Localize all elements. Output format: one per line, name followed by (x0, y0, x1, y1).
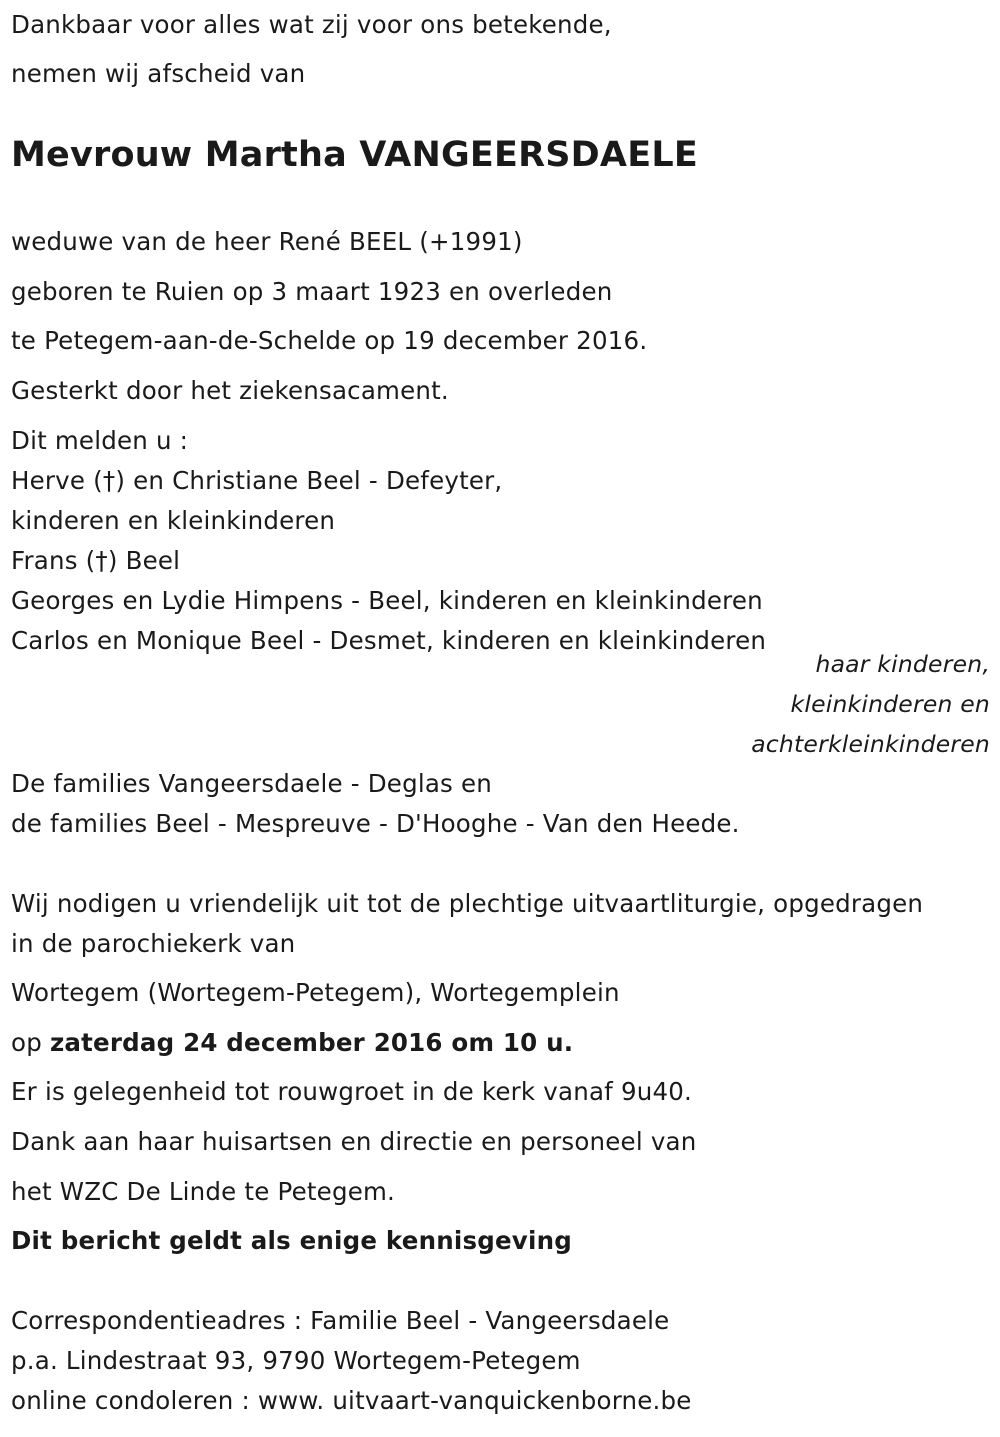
date-prefix: op (11, 1028, 50, 1057)
deceased-name: Mevrouw Martha VANGEERSDAELE (11, 135, 698, 175)
ceremony-date (11, 1028, 574, 1057)
family-line: Georges en Lydie Himpens - Beel, kinderen en kleinkinderen (11, 586, 763, 615)
address-line-2: p.a. Lindestraat 93, 9790 Wortegem-Petegem (11, 1346, 581, 1375)
intro-line-2: nemen wij afscheid van (11, 59, 306, 88)
families-line: De families Vangeersdaele - Deglas en (11, 769, 493, 798)
sacrament-line: Gesterkt door het ziekensacament. (11, 376, 449, 405)
family-intro: Dit melden u : (11, 426, 189, 455)
thanks-line-1: Dank aan haar huisartsen en directie en personeel van (11, 1127, 697, 1156)
widow-line: weduwe van de heer René BEEL (+1991) (11, 227, 523, 256)
family-line: kinderen en kleinkinderen (11, 506, 336, 535)
invite-line-1: Wij nodigen u vriendelijk uit tot de plechtige uitvaartliturgie, opgedragen (11, 889, 924, 918)
birth-line: geboren te Ruien op 3 maart 1923 en overleden (11, 277, 613, 306)
date-value: zaterdag 24 december 2016 om 10 u. (49, 1028, 574, 1057)
signature-line: kleinkinderen en (790, 690, 990, 718)
notice-line: Dit bericht geldt als enige kennisgeving (11, 1226, 572, 1255)
thanks-line-2: het WZC De Linde te Petegem. (11, 1177, 396, 1206)
families-line: de families Beel - Mespreuve - D'Hooghe - Van den Heede. (11, 809, 740, 838)
invite-line-2: in de parochiekerk van (11, 929, 296, 958)
family-line: Carlos en Monique Beel - Desmet, kinderen en kleinkinderen (11, 626, 767, 655)
family-line: Frans (†) Beel (11, 546, 181, 575)
address-line-1: Correspondentieadres : Familie Beel - Vangeersdaele (11, 1306, 670, 1335)
signature-line: achterkleinkinderen (751, 730, 990, 758)
church-location: Wortegem (Wortegem-Petegem), Wortegemplein (11, 978, 620, 1007)
condolence-line: Er is gelegenheid tot rouwgroet in de kerk vanaf 9u40. (11, 1077, 693, 1106)
death-line: te Petegem-aan-de-Schelde op 19 december 2016. (11, 326, 648, 355)
family-line: Herve (†) en Christiane Beel - Defeyter, (11, 466, 503, 495)
intro-line-1: Dankbaar voor alles wat zij voor ons betekende, (11, 10, 612, 39)
online-condolence-link[interactable]: online condoleren : www. uitvaart-vanquickenborne.be (11, 1386, 692, 1415)
signature-line: haar kinderen, (815, 650, 990, 678)
